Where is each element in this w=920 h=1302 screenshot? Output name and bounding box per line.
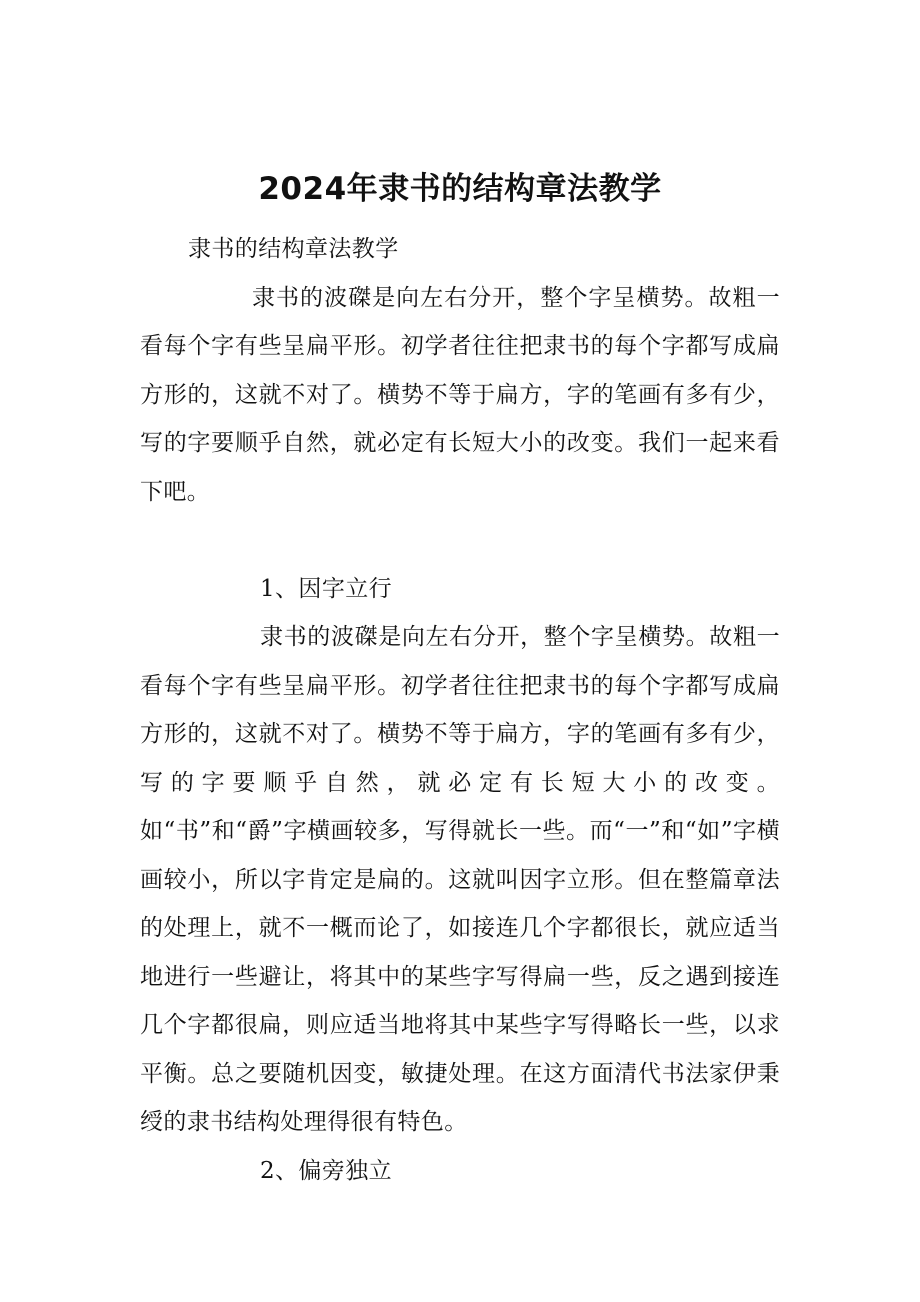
section-heading-1: 1、因字立行: [260, 575, 393, 602]
section-paragraph-1: 隶书的波磔是向左右分开，整个字呈横势。故粗一看每个字有些呈扁平形。初学者往往把隶书的每个字都写成扁方形的，这就不对了。横势不等于扁方，字的笔画有多有少，写的字要顺乎自然，就必定有长短大小的改变。如“书”和“爵”字横画较多，写得就长一些。而“一”和“如”字横画较小，所以字肯定是扁的。这就叫因字立形。但在整篇章法的处理上，就不一概而论了，如接连几个字都很长，就应适当地进行一些避让，将其中的某些字写得扁一些，反之遇到接连几个字都很扁，则应适当地将其中某些字写得略长一些，以求平衡。总之要随机因变，敏捷处理。在这方面清代书法家伊秉绶的隶书结构处理得很有特色。: [140, 624, 780, 1135]
document-body: [140, 225, 780, 1195]
section-heading-2: 2、偏旁独立: [260, 1157, 393, 1184]
document-subtitle: 隶书的结构章法教学: [188, 236, 399, 262]
document-title: 2024年隶书的结构章法教学: [258, 170, 662, 207]
intro-paragraph: 隶书的波磔是向左右分开，整个字呈横势。故粗一看每个字有些呈扁平形。初学者往往把隶书的每个字都写成扁方形的，这就不对了。横势不等于扁方，字的笔画有多有少，写的字要顺乎自然，就必定有长短大小的改变。我们一起来看下吧。: [140, 284, 780, 505]
